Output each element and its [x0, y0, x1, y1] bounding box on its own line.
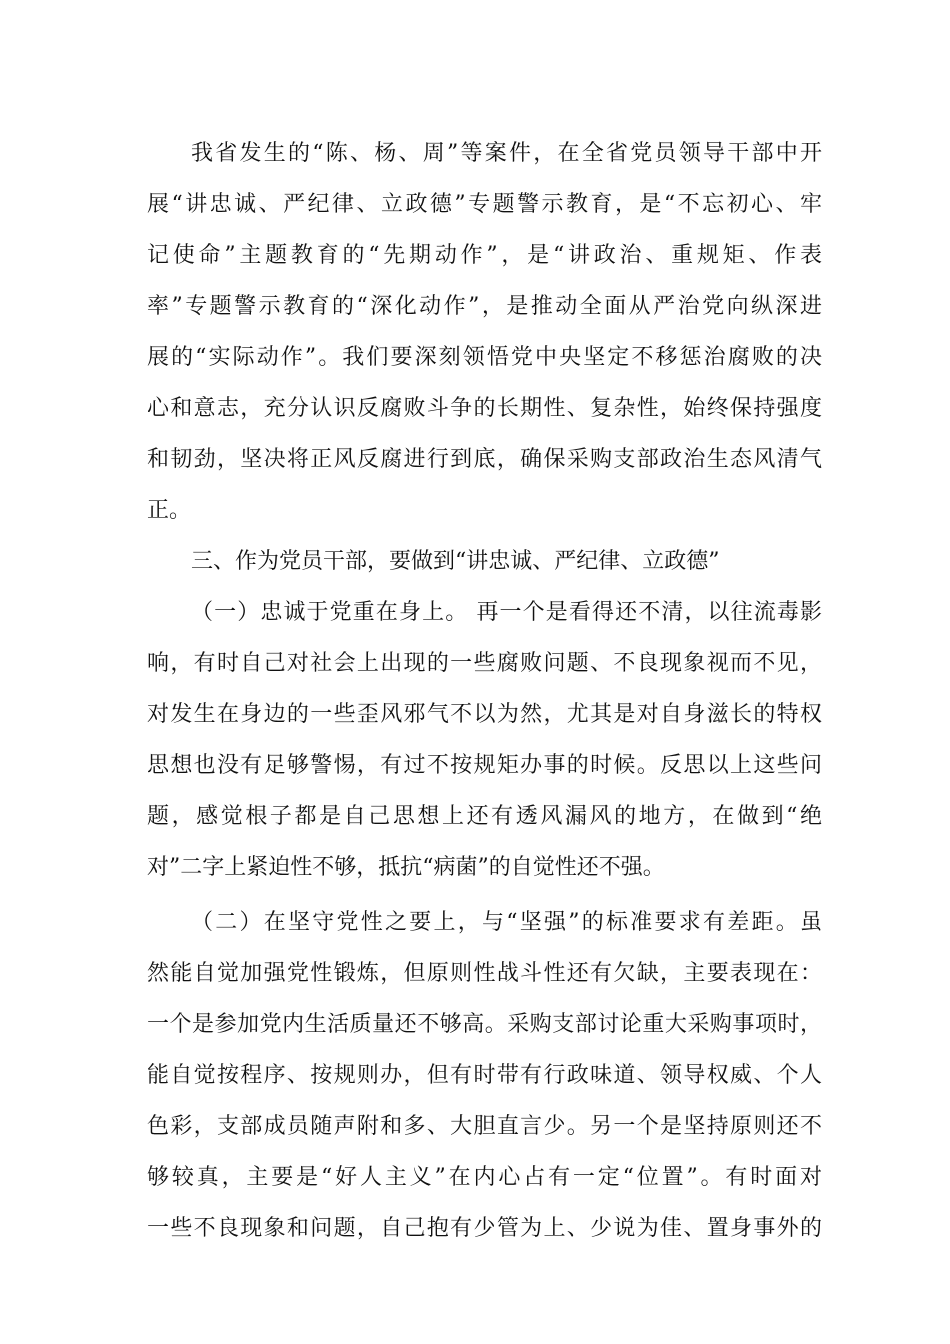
text-line: 思想也没有足够警惕，有过不按规矩办事的时候。反思以上这些问: [147, 753, 822, 778]
text-line: 我省发生的“陈、杨、周”等案件，在全省党员领导干部中开: [191, 141, 822, 166]
text-line: 响，有时自己对社会上出现的一些腐败问题、不良现象视而不见，: [147, 651, 822, 676]
text-line: 然能自觉加强党性锻炼，但原则性战斗性还有欠缺，主要表现在：: [147, 961, 822, 986]
section-heading-text: 三、作为党员干部，要做到“讲忠诚、严纪律、立政德”: [191, 549, 720, 574]
text-line: 率”专题警示教育的“深化动作”，是推动全面从严治党向纵深进: [147, 294, 822, 319]
text-line: 能自觉按程序、按规则办，但有时带有行政味道、领导权威、个人: [147, 1063, 822, 1088]
text-line: 心和意志，充分认识反腐败斗争的长期性、复杂性，始终保持强度: [147, 396, 822, 421]
text-line: 色彩，支部成员随声附和多、大胆直言少。另一个是坚持原则还不: [147, 1114, 822, 1139]
text-line: 展的“实际动作”。我们要深刻领悟党中央坚定不移惩治腐败的决: [147, 345, 822, 370]
paragraph-2: [147, 587, 822, 893]
text-line: （一）忠诚于党重在身上。 再一个是看得还不清，以往流毒影: [191, 600, 822, 625]
text-line: 一个是参加党内生活质量还不够高。采购支部讨论重大采购事项时，: [147, 1012, 822, 1037]
text-line: （二）在坚守党性之要上，与“坚强”的标准要求有差距。虽: [191, 910, 822, 935]
section-heading: [147, 536, 822, 587]
text-line: 题，感觉根子都是自己思想上还有透风漏风的地方，在做到“绝: [147, 804, 822, 829]
text-line: 正。: [147, 498, 192, 523]
document-body: [147, 128, 822, 1254]
text-line: 展“讲忠诚、严纪律、立政德”专题警示教育，是“不忘初心、牢: [147, 192, 822, 217]
text-line: 对发生在身边的一些歪风邪气不以为然，尤其是对自身滋长的特权: [147, 702, 822, 727]
paragraph-1: [147, 128, 822, 536]
text-line: 记使命”主题教育的“先期动作”，是“讲政治、重规矩、作表: [147, 243, 822, 268]
text-line: 对”二字上紧迫性不够，抵抗“病菌”的自觉性还不强。: [147, 855, 665, 880]
text-line: 够较真，主要是“好人主义”在内心占有一定“位置”。有时面对: [147, 1165, 822, 1190]
text-line: 和韧劲，坚决将正风反腐进行到底，确保采购支部政治生态风清气: [147, 447, 822, 472]
paragraph-3: [147, 897, 822, 1254]
text-line: 一些不良现象和问题，自己抱有少管为上、少说为佳、置身事外的: [147, 1216, 822, 1241]
